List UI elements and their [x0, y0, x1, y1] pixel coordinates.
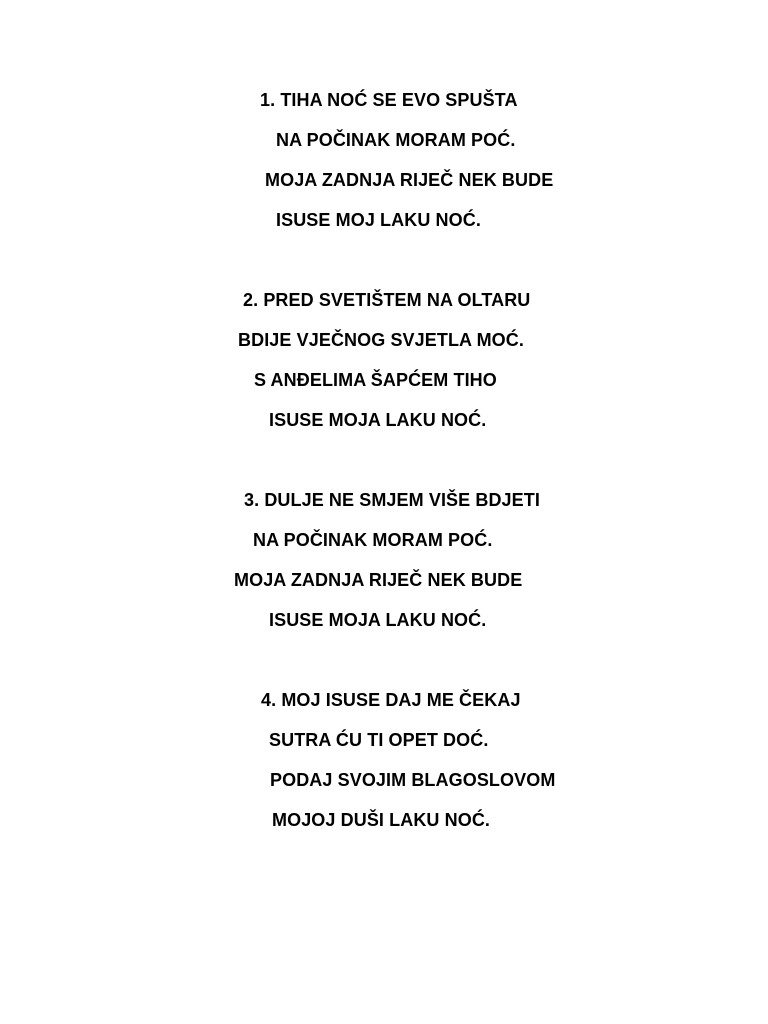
- verse-3-line-1: 3. DULJE NE SMJEM VIŠE BDJETI: [244, 490, 540, 510]
- verse-1-line-1: 1. TIHA NOĆ SE EVO SPUŠTA: [260, 90, 518, 110]
- verse-4-line-3: PODAJ SVOJIM BLAGOSLOVOM: [270, 770, 556, 790]
- verse-4-line-4: MOJOJ DUŠI LAKU NOĆ.: [272, 810, 491, 830]
- verse-4-line-2: SUTRA ĆU TI OPET DOĆ.: [269, 730, 489, 750]
- verse-2-line-4: ISUSE MOJA LAKU NOĆ.: [269, 410, 487, 430]
- verse-4-line-1: 4. MOJ ISUSE DAJ ME ČEKAJ: [261, 690, 521, 710]
- verse-1-line-2: NA POČINAK MORAM POĆ.: [276, 130, 516, 150]
- verse-3-line-4: ISUSE MOJA LAKU NOĆ.: [269, 610, 487, 630]
- verse-3-line-2: NA POČINAK MORAM POĆ.: [253, 530, 493, 550]
- verse-1-line-4: ISUSE MOJ LAKU NOĆ.: [276, 210, 481, 230]
- verse-1-line-3: MOJA ZADNJA RIJEČ NEK BUDE: [265, 170, 554, 190]
- verse-2-line-2: BDIJE VJEČNOG SVJETLA MOĆ.: [238, 330, 524, 350]
- verse-2-line-1: 2. PRED SVETIŠTEM NA OLTARU: [243, 290, 531, 310]
- verse-3-line-3: MOJA ZADNJA RIJEČ NEK BUDE: [234, 570, 523, 590]
- verse-2-line-3: S ANĐELIMA ŠAPĆEM TIHO: [254, 370, 497, 390]
